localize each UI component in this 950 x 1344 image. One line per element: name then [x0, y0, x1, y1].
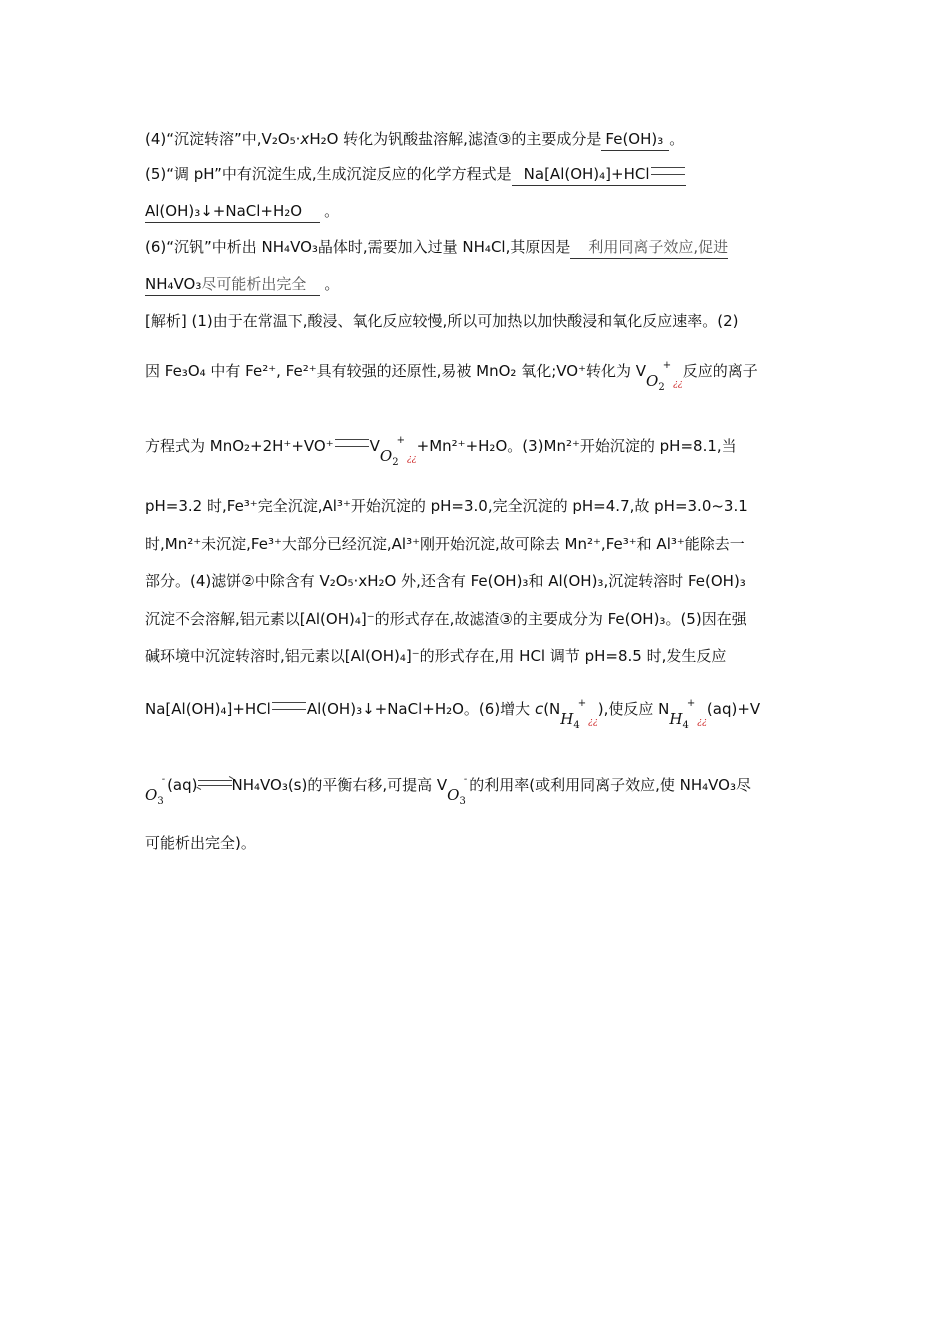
question-5 — [145, 163, 686, 186]
q6-suffix: 。 — [324, 275, 340, 293]
q5-answer-part2: Al(OH)₃↓+NaCl+H₂O — [145, 200, 320, 223]
analysis-line-2 — [145, 357, 758, 393]
analysis-line-7: 沉淀不会溶解,铝元素以[Al(OH)₄]⁻的形式存在,故滤渣③的主要成分为 Fe(OH)₃。(5)因在强 — [145, 610, 747, 628]
equals-sign-icon — [272, 702, 306, 710]
analysis-l9-a: Na[Al(OH)₄]+HCl — [145, 700, 271, 718]
analysis-l9-d: (N — [543, 700, 561, 718]
nh4-formula: $H_4^+¿¿$ — [560, 698, 598, 731]
q4-x: x — [300, 130, 310, 148]
analysis-l9-b: Al(OH)₃↓+NaCl+H₂O。(6)增大 — [306, 700, 535, 718]
analysis-line-6: 部分。(4)滤饼②中除含有 V₂O₅·xH₂O 外,还含有 Fe(OH)₃和 Al(OH)₃,沉淀转溶时 Fe(OH)₃ — [145, 572, 746, 590]
question-5-cont — [145, 200, 339, 223]
analysis-l9-e: ),使反应 N — [597, 700, 670, 718]
reversible-arrow-icon — [198, 779, 232, 787]
analysis-line-9 — [145, 695, 761, 731]
analysis-l10-b: NH₄VO₃(s)的平衡右移,可提高 V — [231, 776, 448, 794]
q4-suffix: 。 — [669, 130, 685, 148]
analysis-l2-text: 因 Fe₃O₄ 中有 Fe²⁺, Fe²⁺具有较强的还原性,易被 MnO₂ 氧化;VO⁺转化为 V — [145, 362, 647, 380]
vo3-formula: $O_3^-$ — [145, 774, 166, 807]
q5-prefix: (5)“调 pH”中有沉淀生成,生成沉淀反应的化学方程式是 — [145, 165, 512, 183]
q5-answer-part1: Na[Al(OH)₄]+HCl — [512, 163, 686, 186]
analysis-line-10 — [145, 771, 751, 807]
nh4-formula: $H_4^+¿¿$ — [669, 698, 707, 731]
analysis-l9-f: (aq)+V — [706, 700, 761, 718]
analysis-line-8: 碱环境中沉淀转溶时,铝元素以[Al(OH)₄]⁻的形式存在,用 HCl 调节 pH=8.5 时,发生反应 — [145, 647, 727, 665]
analysis-l2-tail: 反应的离子 — [682, 362, 758, 380]
analysis-l3-v: V — [369, 437, 380, 455]
q5-suffix: 。 — [324, 202, 340, 220]
analysis-line-11: 可能析出完全)。 — [145, 834, 256, 852]
analysis-line-4: pH=3.2 时,Fe³⁺完全沉淀,Al³⁺开始沉淀的 pH=3.0,完全沉淀的 pH=4.7,故 pH=3.0~3.1 — [145, 497, 748, 515]
analysis-l9-c: c — [534, 700, 544, 718]
analysis-l10-a: (aq) — [167, 776, 198, 794]
q6-answer-part1: 利用同离子效应,促进 — [570, 236, 728, 259]
question-6-cont — [145, 273, 339, 296]
analysis-line-5: 时,Mn²⁺未沉淀,Fe³⁺大部分已经沉淀,Al³⁺刚开始沉淀,故可除去 Mn²⁺,Fe³⁺和 Al³⁺能除去一 — [145, 535, 745, 553]
vo2-formula: $O_2^+¿¿$ — [379, 435, 417, 468]
question-6 — [145, 236, 728, 259]
vo2-formula: $O_2^+¿¿$ — [646, 360, 683, 393]
question-4 — [145, 128, 684, 151]
analysis-line-1: [解析] (1)由于在常温下,酸浸、氧化反应较慢,所以可加热以加快酸浸和氧化反应速率。(2) — [145, 312, 739, 330]
q6-prefix: (6)“沉钒”中析出 NH₄VO₃晶体时,需要加入过量 NH₄Cl,其原因是 — [145, 238, 571, 256]
q6-answer-part2: NH₄VO₃尽可能析出完全 — [145, 273, 320, 296]
vo3-formula: $O_3^-$ — [447, 774, 468, 807]
analysis-l3-tail: +Mn²⁺+H₂O。(3)Mn²⁺开始沉淀的 pH=8.1,当 — [416, 437, 737, 455]
equals-sign-icon — [335, 439, 369, 447]
analysis-l3-text: 方程式为 MnO₂+2H⁺+VO⁺ — [145, 437, 334, 455]
equals-sign-icon — [651, 167, 685, 175]
q4-prefix: (4)“沉淀转溶”中,V₂O₅· — [145, 130, 301, 148]
q4-middle: H₂O 转化为钒酸盐溶解,滤渣③的主要成分是 — [309, 130, 602, 148]
analysis-line-3 — [145, 432, 737, 468]
q4-answer: Fe(OH)₃ — [601, 128, 669, 151]
analysis-l10-c: 的利用率(或利用同离子效应,使 NH₄VO₃尽 — [469, 776, 751, 794]
